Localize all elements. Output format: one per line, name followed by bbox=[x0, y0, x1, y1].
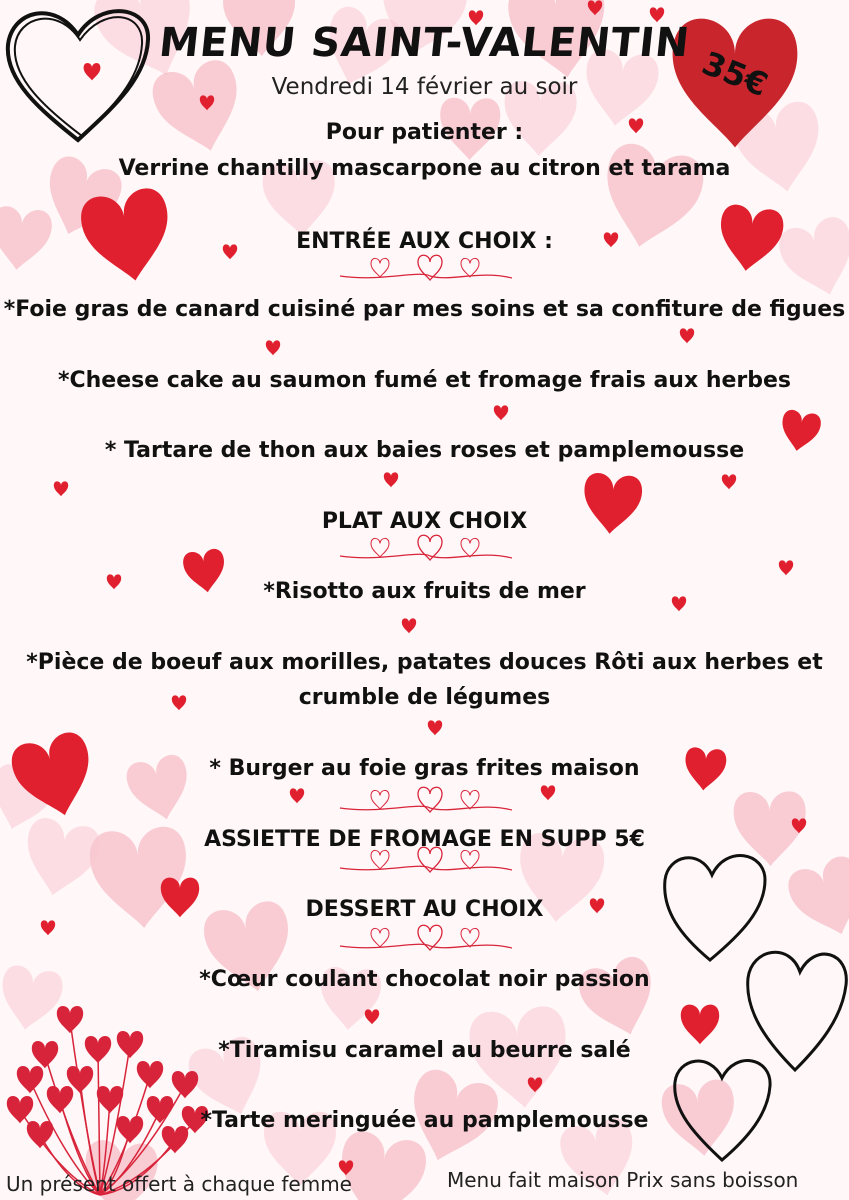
red-heart-icon bbox=[402, 618, 416, 633]
cheese-supplement: ASSIETTE DE FROMAGE EN SUPP 5€ bbox=[204, 827, 645, 852]
dessert-item: *Cœur coulant chocolat noir passion bbox=[199, 967, 650, 992]
red-heart-icon bbox=[494, 405, 508, 420]
heart-divider-icon bbox=[340, 925, 512, 950]
red-heart-icon bbox=[290, 788, 304, 803]
tree-heart-icon bbox=[57, 1006, 83, 1033]
main-item-continued: crumble de légumes bbox=[298, 685, 551, 710]
red-heart-icon bbox=[384, 472, 398, 487]
price-label: 35€ bbox=[696, 43, 774, 105]
red-heart-icon bbox=[266, 340, 280, 355]
menu-title: MENU SAINT-VALENTIN bbox=[156, 20, 693, 66]
main-item: *Pièce de boeuf aux morilles, patates douces Rôti aux herbes et bbox=[26, 650, 823, 675]
pink-heart-icon bbox=[775, 213, 849, 304]
red-heart-icon bbox=[779, 560, 793, 575]
starters-heading: ENTRÉE AUX CHOIX : bbox=[296, 229, 553, 254]
dessert-item: *Tarte meringuée au pamplemousse bbox=[200, 1108, 649, 1133]
dessert-item: *Tiramisu caramel au beurre salé bbox=[218, 1038, 631, 1063]
tree-heart-icon bbox=[17, 1066, 43, 1093]
appetizer-heading: Pour patienter : bbox=[325, 120, 524, 145]
red-heart-icon bbox=[365, 1009, 379, 1024]
main-item: *Risotto aux fruits de mer bbox=[263, 579, 586, 604]
tree-heart-icon bbox=[137, 1061, 163, 1088]
starter-item: *Cheese cake au saumon fumé et fromage frais aux herbes bbox=[57, 368, 792, 393]
starter-item: * Tartare de thon aux baies roses et pamplemousse bbox=[104, 438, 745, 463]
appetizer-item: Verrine chantilly mascarpone au citron et tarama bbox=[118, 156, 731, 181]
red-heart-icon bbox=[428, 720, 442, 735]
tree-heart-icon bbox=[172, 1071, 198, 1098]
desserts-heading: DESSERT AU CHOIX bbox=[305, 897, 544, 922]
starter-item: *Foie gras de canard cuisiné par mes soins et sa confiture de figues bbox=[3, 297, 846, 322]
main-item: * Burger au foie gras frites maison bbox=[209, 756, 640, 781]
heart-divider-icon bbox=[340, 255, 512, 280]
menu-subtitle: Vendredi 14 février au soir bbox=[271, 74, 578, 100]
red-heart-icon bbox=[54, 481, 68, 496]
mains-heading: PLAT AUX CHOIX bbox=[321, 509, 528, 534]
red-heart-icon bbox=[541, 785, 555, 800]
heart-divider-icon bbox=[340, 535, 512, 560]
red-heart-icon bbox=[41, 920, 55, 935]
heart-divider-icon bbox=[340, 787, 512, 812]
footer-gift-note: Un présent offert à chaque femme bbox=[6, 1172, 352, 1196]
red-heart-icon bbox=[722, 474, 736, 489]
red-heart-icon bbox=[680, 328, 694, 343]
footer-homemade-note: Menu fait maison Prix sans boisson bbox=[447, 1168, 799, 1192]
